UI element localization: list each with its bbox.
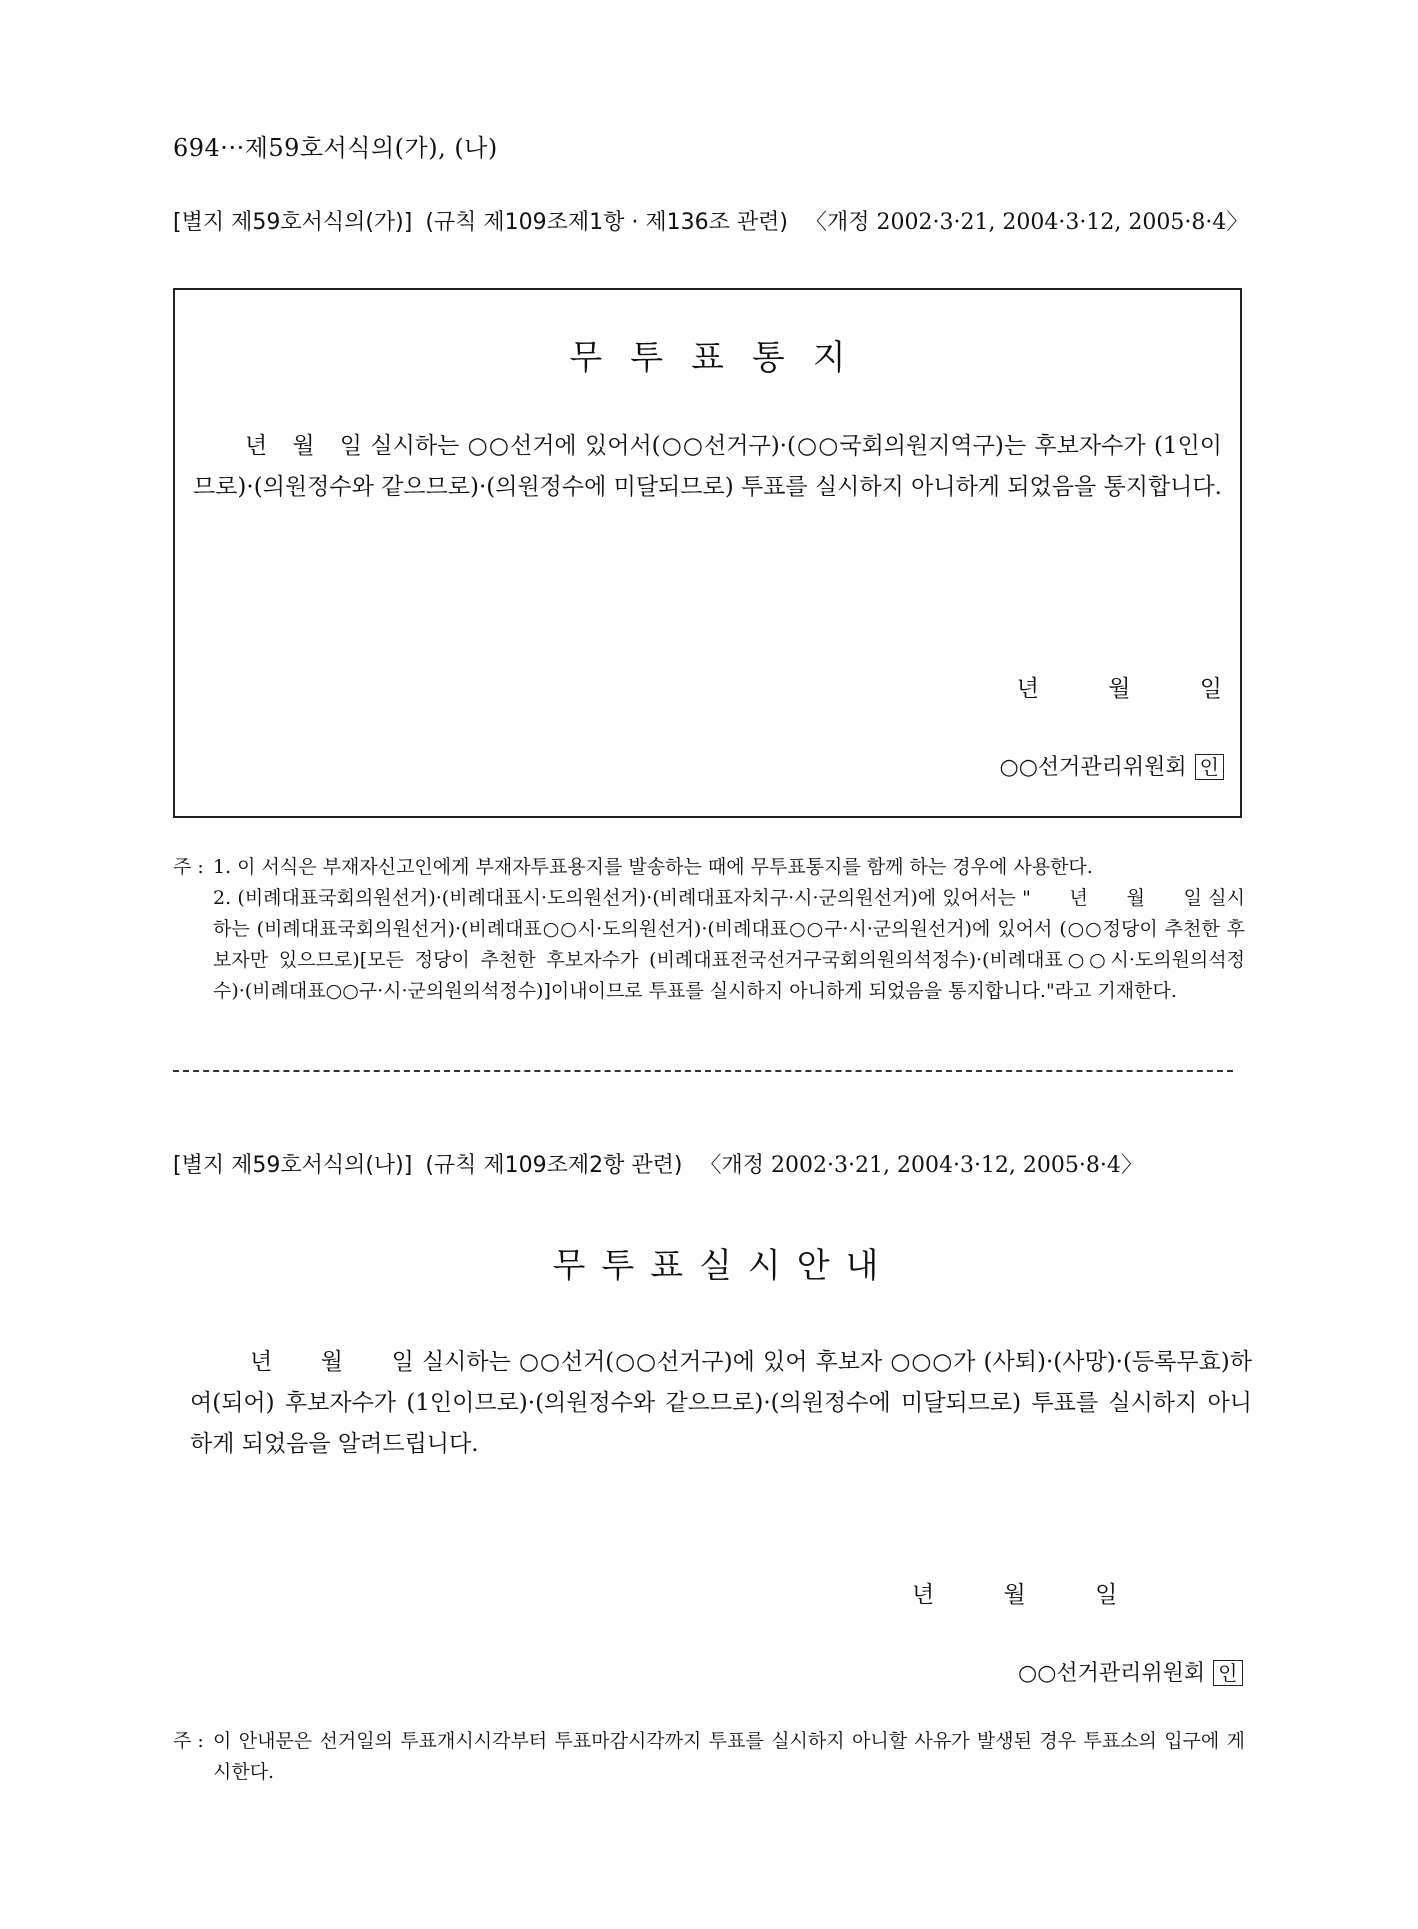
- page-header: 694···제59호서식의(가), (나): [173, 134, 498, 162]
- form-b-reference: [173, 1148, 1143, 1179]
- form-a-date-month: 월: [1108, 676, 1131, 702]
- form-a-tag: [별지 제59호서식의(가)]: [173, 210, 413, 235]
- form-a-seal: 인: [1195, 754, 1224, 780]
- form-a-note-2: [173, 883, 1245, 1007]
- form-a-note-2-text: 2. (비례대표국회의원선거)·(비례대표시·도의원선거)·(비례대표자치구·시·군의원선거)에 있어서는 " 년 월 일 실시하는 (비례대표국회의원선거)·(비례대표○○시·도의원선거)·(비례대표○○구·시·군의원선거)에 있어서 (○○정당이 추천한 후보자만 있으므로)[모든 정당이 추천한 후보자수가 (비례대표전국선거구국회의원의석정수)·(비례대표○○시·도의원의석정수)·(비례대표○○구·시·군의원의석정수)]이내이므로 투표를 실시하지 아니하게 되었음을 통지합니다."라고 기재한다.: [213, 887, 1245, 1002]
- form-b-date-day: 일: [1095, 1582, 1118, 1608]
- form-a-notes: [173, 852, 1245, 1007]
- form-a-date: [1017, 670, 1222, 703]
- form-b-seal: 인: [1213, 1660, 1242, 1686]
- form-a-amendment: 〈개정 2002·3·21, 2004·3·12, 2005·8·4〉: [804, 210, 1249, 235]
- section-divider: [173, 1070, 1233, 1072]
- form-b-note-1: [173, 1726, 1245, 1788]
- form-b-relation: (규칙 제109조제2항 관련): [425, 1153, 683, 1178]
- form-b-body: 년 월 일 실시하는 ○○선거(○○선거구)에 있어 후보자 ○○○가 (사퇴)·(사망)·(등록무효)하여(되어) 후보자수가 (1인이므로)·(의원정수와 같으므로)·(의원정수에 미달되므로) 투표를 실시하지 아니하게 되었음을 알려드립니다.: [190, 1349, 1252, 1457]
- form-a-title: 무투표통지: [569, 338, 874, 378]
- form-b-date-year: 년: [912, 1582, 935, 1608]
- form-b-note-1-text: 이 안내문은 선거일의 투표개시시각부터 투표마감시각까지 투표를 실시하지 아니할 사유가 발생된 경우 투표소의 입구에 게시한다.: [213, 1730, 1245, 1783]
- form-b-tag: [별지 제59호서식의(나)]: [173, 1153, 413, 1178]
- form-b-committee: ○○선거관리위원회: [1018, 1661, 1206, 1686]
- form-a-note-1: [173, 852, 1245, 883]
- form-a-date-year: 년: [1016, 676, 1039, 702]
- form-a-date-day: 일: [1199, 676, 1222, 702]
- form-a-body: 년 월 일 실시하는 ○○선거에 있어서(○○선거구)·(○○국회의원지역구)는 후보자수가 (1인이므로)·(의원정수와 같으므로)·(의원정수에 미달되므로) 투표를 실시하지 아니하게 되었음을 통지합니다.: [193, 433, 1222, 500]
- form-b-signature: [1018, 1656, 1243, 1687]
- form-b-date: [912, 1576, 1117, 1609]
- form-a-signature: [1000, 750, 1225, 781]
- form-b-amendment: 〈개정 2002·3·21, 2004·3·12, 2005·8·4〉: [699, 1153, 1143, 1178]
- form-a-relation: (규칙 제109조제1항 · 제136조 관련): [425, 210, 788, 235]
- form-a-note-1-text: 1. 이 서식은 부재자신고인에게 부재자투표용지를 발송하는 때에 무투표통지를 함께 하는 경우에 사용한다.: [213, 856, 1093, 878]
- form-a-box: [173, 288, 1242, 818]
- form-b-notes: [173, 1726, 1245, 1788]
- form-a-notes-prefix: 주 :: [173, 856, 204, 878]
- form-b-notes-prefix: 주 :: [173, 1730, 204, 1752]
- form-b-date-month: 월: [1003, 1582, 1026, 1608]
- form-a-committee: ○○선거관리위원회: [999, 755, 1187, 780]
- form-a-reference: [173, 205, 1248, 236]
- form-b-title: 무투표실시안내: [552, 1246, 895, 1286]
